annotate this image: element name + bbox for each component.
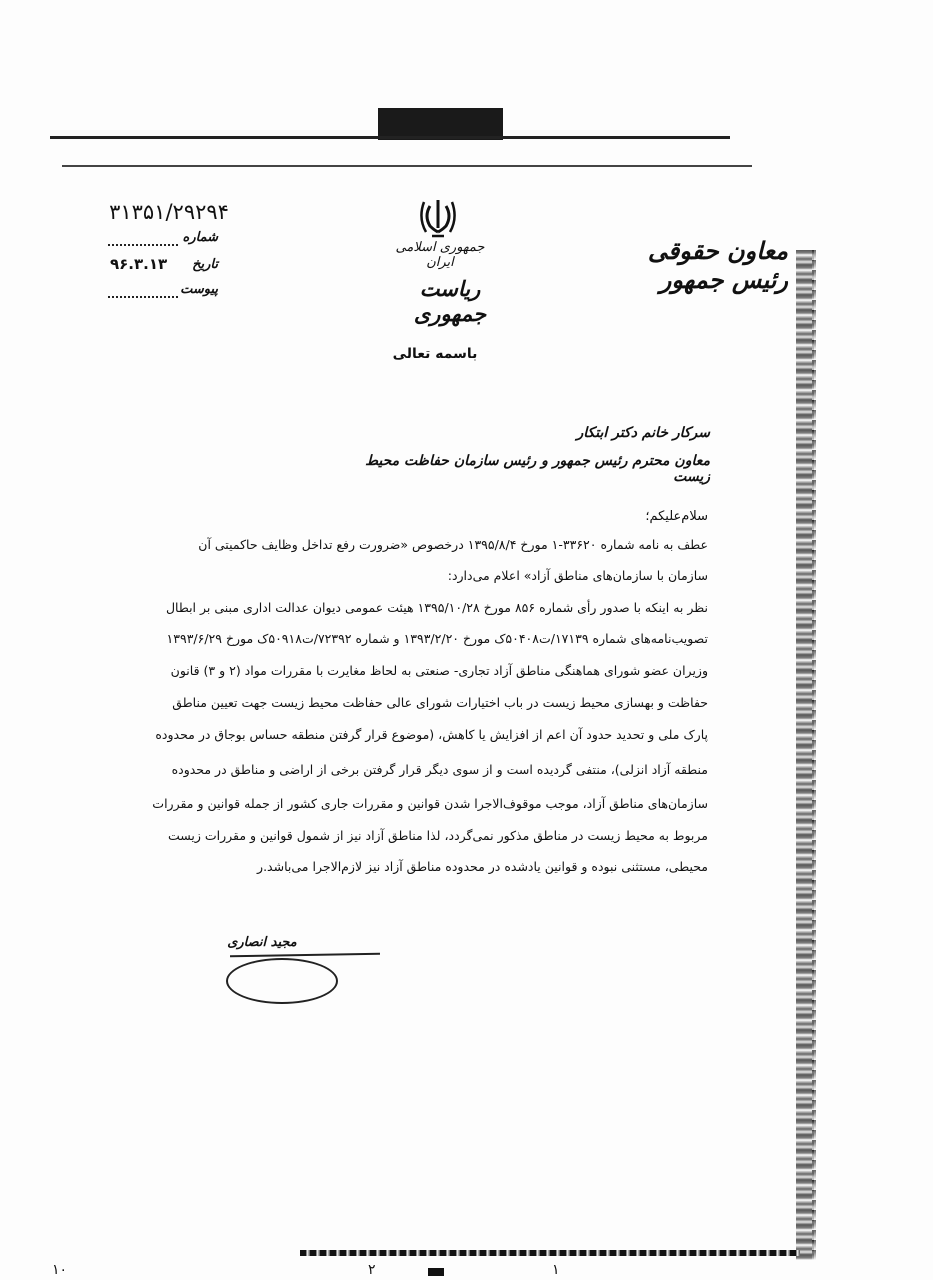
scan-top-rule [50, 136, 730, 139]
date-label: تاریخ [192, 257, 218, 272]
scan-second-rule [62, 165, 752, 167]
body-line: محیطی، مستثنی نبوده و قوانین یادشده در محدوده مناطق آزاد نیز لازم‌الاجرا می‌باشد.ر [257, 859, 708, 874]
number-field [108, 230, 218, 248]
addressee-name: سرکار خانم دکتر ابتکار [576, 425, 710, 441]
body-line: سازمان‌های مناطق آزاد، موجب موقوف‌الاجرا شدن قوانین و مقررات جاری کشور از جمله قوانین و مقررات [152, 796, 708, 811]
signatory-name: مجید انصاری [227, 935, 297, 950]
signature-oval [226, 958, 338, 1004]
body-line: سازمان با سازمان‌های مناطق آزاد» اعلام می‌دارد: [447, 568, 708, 583]
footer-block-mark [428, 1268, 444, 1276]
addressee-title: معاون محترم رئیس جمهور و رئیس سازمان حفاظت محیط زیست [365, 453, 710, 485]
number-label: شماره [182, 230, 218, 245]
date-value: ۹۶.۳.۱۳ [110, 255, 168, 273]
presidency-title: ریاست جمهوری [413, 276, 487, 326]
invocation: باسمه تعالی [392, 346, 478, 362]
body-line: پارک ملی و تحدید حدود آن اعم از افزایش یا کاهش، (موضوع قرار گرفتن منطقه حساس بوجاق در محدوده [155, 727, 708, 742]
number-dots [108, 244, 178, 246]
iran-emblem-icon [418, 198, 458, 240]
body-line: وزیران عضو شورای هماهنگی مناطق آزاد تجاری- صنعتی به لحاظ مغایرت با مقررات مواد (۲ و ۳) قانون [170, 663, 708, 678]
body-line: نظر به اینکه با صدور رأی شماره ۸۵۶ مورخ ۱۳۹۵/۱۰/۲۸ هیئت عمومی دیوان عدالت اداری مبنی بر ابطال [165, 600, 708, 615]
footer-mark: ۱۰ [52, 1262, 68, 1278]
footer-mark: ۱ [552, 1262, 560, 1278]
signature-stroke [230, 953, 380, 958]
reference-number: ۳۱۳۵۱/۲۹۲۹۴ [109, 200, 229, 224]
emblem-caption: جمهوری اسلامی ایران [395, 240, 485, 270]
body-line: عطف به نامه شماره ۳۳۶۲۰-۱ مورخ ۱۳۹۵/۸/۴ درخصوص «ضرورت رفع تداخل وظایف حاکمیتی آن [198, 537, 708, 552]
scan-right-edge-line [812, 250, 816, 1260]
attachment-field [108, 282, 218, 300]
attachment-label: پیوست [180, 282, 218, 297]
attachment-dots [108, 296, 178, 298]
body-line: تصویب‌نامه‌های شماره ۱۷۱۳۹/ت۵۰۴۰۸ک مورخ ۱۳۹۳/۲/۲۰ و شماره ۷۲۳۹۲/ت۵۰۹۱۸ک مورخ ۱۳۹۳/۶/۲۹ [166, 631, 708, 646]
body-line: مربوط به محیط زیست در مناطق مذکور نمی‌گردد، لذا مناطق آزاد نیز از شمول قوانین و مقررات زیست [167, 828, 708, 843]
body-line: حفاظت و بهسازی محیط زیست در باب اختیارات شورای عالی حفاظت محیط زیست جهت تعیین مناطق [172, 695, 708, 710]
greeting: سلام‌علیکم؛ [645, 509, 708, 524]
scan-bottom-rule [300, 1250, 800, 1256]
deputy-title: معاون حقوقی رئیس جمهور [647, 236, 788, 294]
footer-marks [0, 1262, 933, 1280]
footer-mark: ۲ [368, 1262, 376, 1278]
body-line: منطقه آزاد انزلی)، منتفی گردیده است و از سوی دیگر قرار گرفتن برخی از اراضی و مناطق در محدوده [171, 762, 708, 777]
